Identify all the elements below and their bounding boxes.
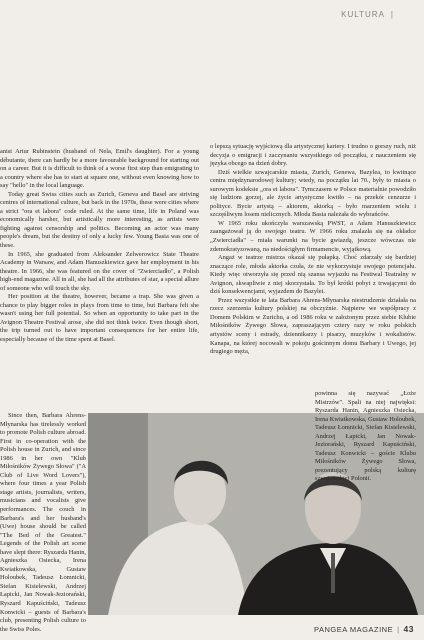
polish-paragraph: o lepszą sytuację wyjściową dla artystycznej kariery. I trudno o gorszy ruch, niż decyzja o emigracji i zaczynaniu wszystkiego od początku, z nauczeniem się języka obcego na dzień dobry.	[210, 143, 416, 168]
page-footer	[314, 624, 414, 634]
section-label: KULTURA	[341, 10, 385, 19]
polish-column	[210, 143, 416, 357]
footer-divider: |	[397, 625, 400, 634]
english-column-bottom	[0, 412, 86, 634]
polish-paragraph: Dziś wielkie szwajcarskie miasta, Zurich, Genewa, Bazylea, to kwitnące centra międzynarodowej kultury; wtedy, na początku lat 70., były to miasta o surowym kodeksie „ora et labora". Tymczasem w Polsce materialnie powodziło się ludziom gorzej, ale życie artystyczne kwitło – na przekór cenzurze i polityce. Bycie artystą – aktorem, aktorką – było marzeniem wielu i szczęśliwym losem nielicznych. Młoda Basia należała do wybrańców.	[210, 168, 416, 219]
section-tag	[341, 10, 394, 19]
polish-paragraph: powinna się nazywać „Łoże Mistrzów". Spali na niej najwięksi: Ryszarda Hanin, Agnieszka Osiecka, Irena Kwiatkowska, Gustaw Holoubek, Tadeusz Łomnicki, Stefan Kisielewski, Andrzej Łapicki, Jan Nowak-Jeziorański, Ryszard Kapuściński, Tadeusz Konwicki – goście Klubu Miłośników Żywego Słowa, prezentujący polską kulturę szwajcarskiej Polonii.	[315, 390, 416, 483]
english-paragraph: In 1965, she graduated from Aleksander Zelwerowicz State Theatre Academy in Warsaw, and Adam Hanuszkiewicz gave her employment in his theatre. In 1966, she was featured on the cover of "Zwierciadło", a Polish high-end magazine. All in all, she had all the attributes of star, a special allure of someone who will touch the sky.	[0, 250, 199, 292]
section-divider: |	[390, 10, 394, 19]
english-paragraph: Today great Swiss cities such as Zurich, Geneva and Basel are striving centres of international culture, but back in the 1970s, these were cities where a strict "ora et labora" code ruled. At the same time, life in Poland was economically harsher, but artistically more interesting, as artists were fighting against censorship and politics. Becoming an actor was many people's dream, but the destiny of only a lucky few. Young Basia was one of these.	[0, 190, 199, 250]
polish-paragraph: W 1965 roku ukończyła warszawską PWST, a Adam Hanuszkiewicz zaangażował ją do swojego teatru. W 1966 roku znalazła się na okładce „Zwierciadła" – miała warunki na bycie gwiazdą, jeszcze wówczas nie zdemokratyzowaną, na niedościgłym firmamencie, wyjątkową.	[210, 219, 416, 253]
page-number: 43	[403, 624, 414, 634]
english-paragraph: anist Artur Rubinstein (husband of Nela, Emil's daughter). For a young débutante, there can hardly be a more favourable background for starting out on a career. But it is difficult to think of a worse first step than emigrating to a country where she has to start at square one, without even knowing how to say "hello" in the local language.	[0, 148, 199, 190]
english-column-top	[0, 148, 199, 345]
english-paragraph: Since then, Barbara Ahrens-Młynarska has tirelessly worked to promote Polish culture abroad. First in co-operation with the Polish house in Zurich, and since 1986 in her own "Klub Miłośników Żywego Słowa" ("A Club of Live Word Lovers"), where four times a year Polish stage artists, journalists, writers, musicians and vocalists give performances. The couch in Barbara's and her husband's (Uwe) house should be called "The Bed of the Greatest." Legends of the Polish art scene have slept there: Ryszarda Hanin, Agnieszka Osiecka, Irena Kwiatkowska, Gustaw Holoubek, Tadeusz Łomnicki, Stefan Kisielewski, Andrzej Łapicki, Jan Nowak-Jeziorański, Ryszard Kapuściński, Tadeusz Konwicki – guests of Barbara's club, presenting Polish culture to the Swiss Poles.	[0, 412, 86, 633]
polish-column-side	[315, 390, 416, 484]
polish-paragraph: Przez wszystkie te lata Barbara Ahrens-Młynarska niestrudzenie działała na rzecz szerzenia kultury polskiej na obczyźnie. Najpierw we współpracy z Domem Polskim w Zurichu, a od 1986 roku w założonym przez siebie Klubie Miłośników Żywego Słowa, zapraszającym cztery razy w roku polskich artystów sceny i estrady, dziennikarzy i pisarzy, muzyków i wokalistów. Kanapa, na której nocowali w pokoju gościnnym domu Barbary i Uwego, jej drugiego męża,	[210, 296, 416, 356]
english-paragraph: Her position at the theatre, however, became a trap. She was given a chance to play bigger roles in plays from time to time, but Barbara felt she wasn't using her full potential. So when an opportunity to take part in the Avignon Theatre Festival arose, she did not think twice. Even though short, the trip turned out to have important consequences for her entire life, especially because of the time spent at Basel.	[0, 293, 199, 344]
magazine-name: PANGEA MAGAZINE	[314, 625, 394, 634]
polish-paragraph: Angaż w teatrze mistrza okazał się pułapką. Choć zdarzały się bardziej znaczące role, młoda aktorka czuła, że nie wykorzystuje swojego potencjału. Kiedy więc otworzyła się przed nią szansa wyjazdu na Festiwal Teatralny w Avignon, skwapliwie z niej skorzystała. To był krótki pobyt z trwającymi do dziś konsekwencjami, wyjazdem do Bazylei.	[210, 254, 416, 296]
